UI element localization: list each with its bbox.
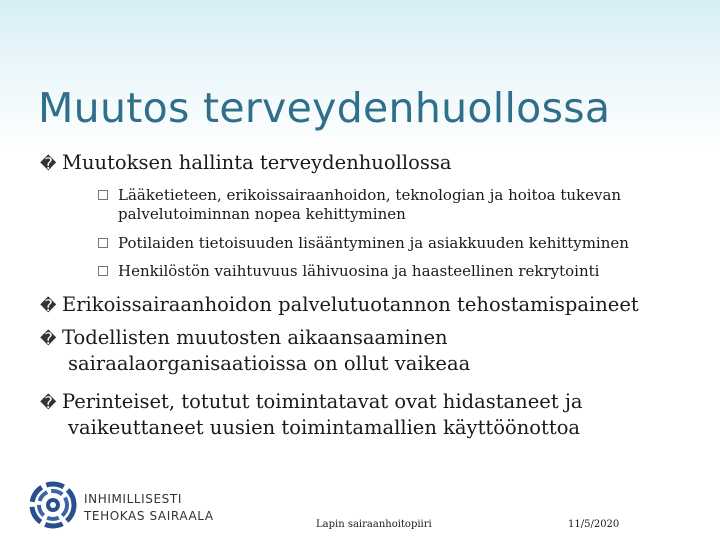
sub-bullet-1-line2: palvelutoiminnan nopea kehittyminen — [118, 205, 406, 223]
bullet-2-text: Erikoissairaanhoidon palvelutuotannon tehostamispaineet — [62, 293, 639, 316]
bullet-4-text: Perinteiset, totutut toimintatavat ovat hidastaneet ja — [62, 390, 583, 413]
slide-title: Muutos terveydenhuollossa — [38, 84, 611, 132]
bullet-icon: � — [40, 393, 57, 412]
checkbox-bullet-icon — [98, 266, 108, 276]
checkbox-bullet-icon — [98, 238, 108, 248]
sub-bullet-2 — [98, 234, 629, 253]
footer-date: 11/5/2020 — [568, 519, 620, 530]
hospital-logo-icon — [28, 480, 80, 530]
bullet-4-continuation: vaikeuttaneet uusien toimintamallien käyttöönottoa — [68, 416, 581, 439]
bullet-icon: � — [40, 329, 57, 348]
bullet-3 — [40, 325, 470, 376]
bullet-1 — [40, 150, 451, 176]
logo-line-2: TEHOKAS SAIRAALA — [84, 509, 214, 523]
bullet-3-text: Todellisten muutosten aikaansaaminen — [62, 326, 448, 349]
footer-organization: Lapin sairaanhoitopiiri — [316, 519, 432, 530]
logo-line-1: INHIMILLISESTI — [84, 492, 182, 506]
bullet-1-text: Muutoksen hallinta terveydenhuollossa — [62, 151, 452, 174]
sub-bullet-2-text: Potilaiden tietoisuuden lisääntyminen ja asiakkuuden kehittyminen — [118, 234, 629, 252]
checkbox-bullet-icon — [98, 190, 108, 200]
footer-logo — [26, 478, 212, 532]
sub-bullet-3 — [98, 262, 599, 281]
sub-bullet-1-line1: Lääketieteen, erikoissairaanhoidon, teknologian ja hoitoa tukevan — [118, 186, 622, 204]
sub-bullet-1 — [98, 186, 621, 224]
bullet-icon: � — [40, 296, 57, 315]
bullet-2 — [40, 292, 639, 318]
bullet-icon: � — [40, 154, 57, 173]
sub-bullet-3-text: Henkilöstön vaihtuvuus lähivuosina ja haasteellinen rekrytointi — [118, 262, 600, 280]
bullet-4 — [40, 389, 583, 440]
bullet-3-continuation: sairaalaorganisaatioissa on ollut vaikeaa — [68, 352, 471, 375]
